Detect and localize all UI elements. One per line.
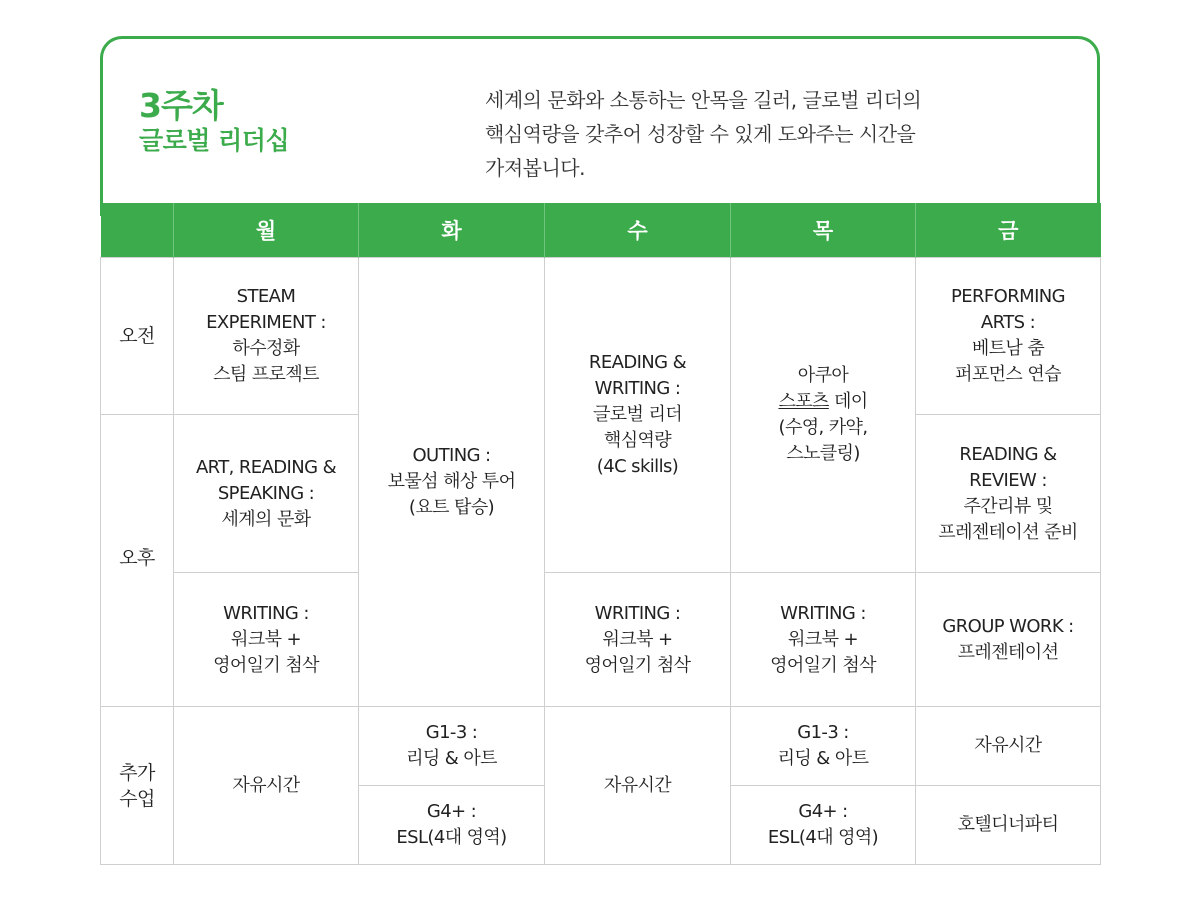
cell-thu-main (731, 258, 916, 573)
cell-fri-extra1: 자유시간 (916, 707, 1101, 786)
period-morning: 오전 (101, 258, 174, 415)
week-number: 3주차 (139, 86, 223, 125)
description-line: 가져봅니다. (485, 156, 585, 180)
table-row (101, 258, 1101, 415)
table-row (101, 573, 1101, 707)
week-theme: 글로벌 리더십 (139, 125, 290, 155)
cell-mon-afternoon1: ART, READING & SPEAKING : 세계의 문화 (174, 415, 359, 573)
cell-fri-afternoon1: READING & REVIEW : 주간리뷰 및 프레젠테이션 준비 (916, 415, 1101, 573)
description-line: 핵심역량을 갖추어 성장할 수 있게 도와주는 시간을 (485, 122, 916, 146)
cell-tue-extra1: G1-3 : 리딩 & 아트 (359, 707, 545, 786)
cell-mon-afternoon2: WRITING : 워크북 + 영어일기 첨삭 (174, 573, 359, 707)
day-header-mon: 월 (174, 203, 359, 258)
day-header-tue: 화 (359, 203, 545, 258)
cell-thu-extra2: G4+ : ESL(4대 영역) (731, 786, 916, 865)
aqua-sports-underlined: 스포츠 (778, 391, 829, 412)
cell-wed-extra: 자유시간 (545, 707, 731, 865)
corner-cell (101, 203, 174, 258)
cell-fri-morning: PERFORMING ARTS : 베트남 춤 퍼포먼스 연습 (916, 258, 1101, 415)
cell-thu-afternoon2: WRITING : 워크북 + 영어일기 첨삭 (731, 573, 916, 707)
cell-tue-outing: OUTING : 보물섬 해상 투어 (요트 탑승) (359, 258, 545, 707)
cell-fri-extra2: 호텔디너파티 (916, 786, 1101, 865)
day-header-fri: 금 (916, 203, 1101, 258)
period-afternoon: 오후 (101, 415, 174, 707)
cell-wed-main: READING & WRITING : 글로벌 리더 핵심역량 (4C skills) (545, 258, 731, 573)
cell-thu-extra1: G1-3 : 리딩 & 아트 (731, 707, 916, 786)
week-header-card (100, 36, 1100, 216)
cell-mon-morning: STEAM EXPERIMENT : 하수정화 스팀 프로젝트 (174, 258, 359, 415)
week-title (139, 87, 289, 156)
schedule-table (100, 203, 1101, 865)
week-description (485, 83, 1045, 185)
day-header-wed: 수 (545, 203, 731, 258)
cell-tue-extra2: G4+ : ESL(4대 영역) (359, 786, 545, 865)
cell-fri-afternoon2: GROUP WORK : 프레젠테이션 (916, 573, 1101, 707)
day-header-row (101, 203, 1101, 258)
description-line: 세계의 문화와 소통하는 안목을 길러, 글로벌 리더의 (485, 88, 922, 112)
cell-thu-main-text: 아쿠아 스포츠 데이 (수영, 카약, 스노클링) (778, 365, 868, 464)
period-extra: 추가 수업 (101, 707, 174, 865)
table-row (101, 707, 1101, 786)
day-header-thu: 목 (731, 203, 916, 258)
cell-wed-afternoon2: WRITING : 워크북 + 영어일기 첨삭 (545, 573, 731, 707)
cell-mon-extra: 자유시간 (174, 707, 359, 865)
